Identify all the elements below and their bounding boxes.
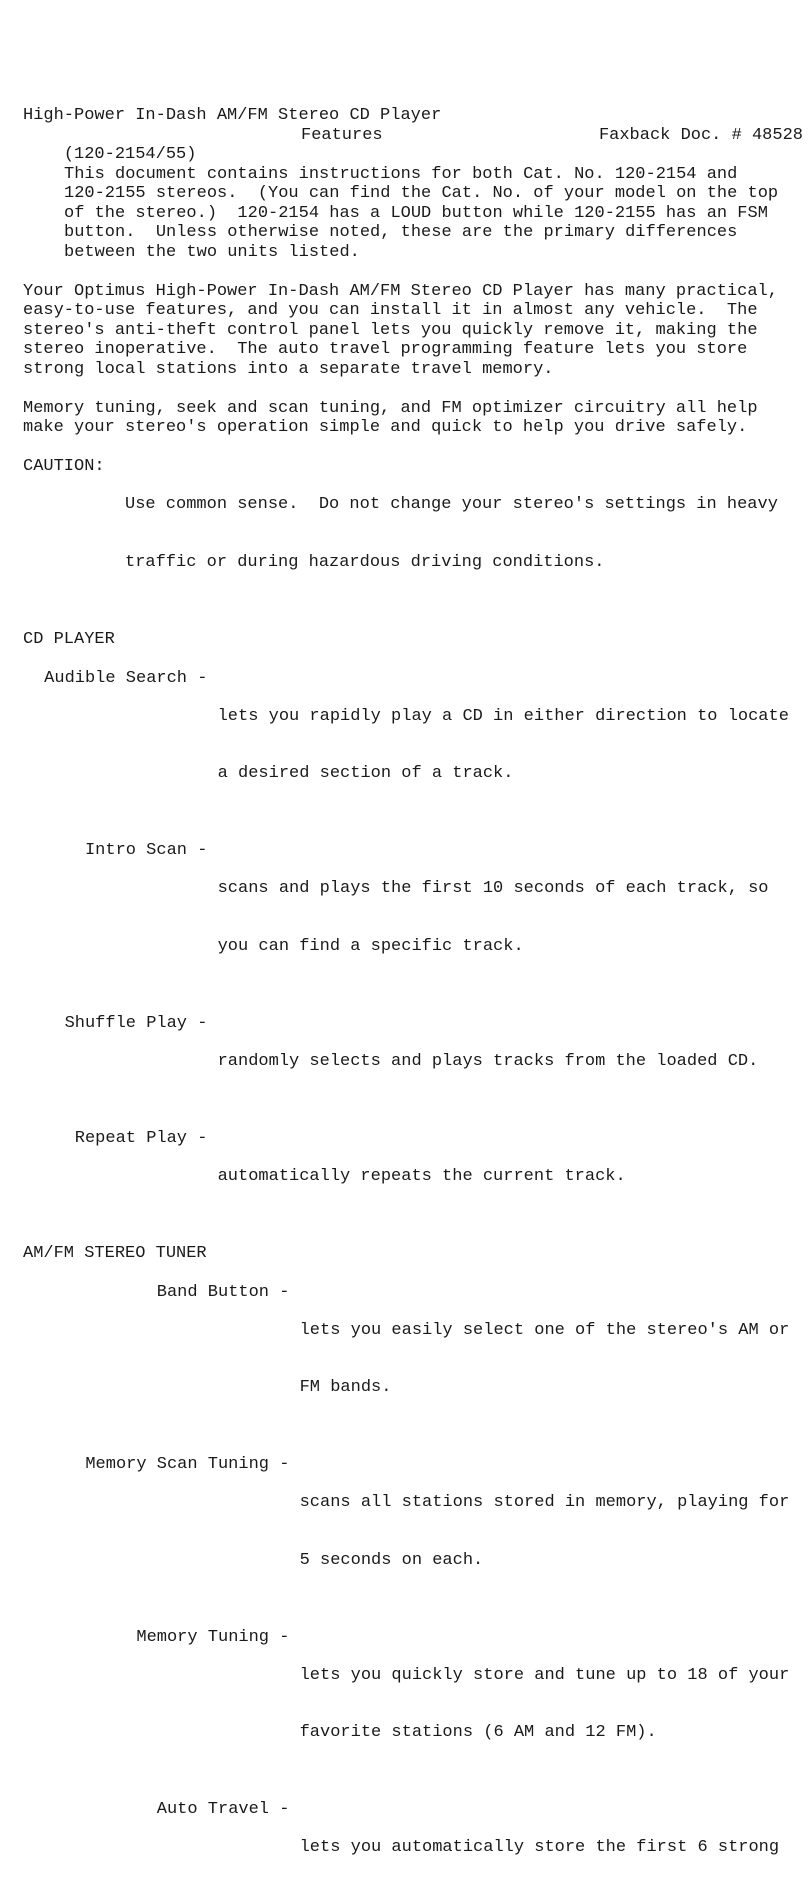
feature-desc-line: lets you rapidly play a CD in either direction to locate: [217, 706, 789, 726]
feature-desc-line: favorite stations (6 AM and 12 FM).: [299, 1723, 657, 1742]
cd-section-heading: CD PLAYER: [23, 629, 115, 649]
separator: -: [269, 1800, 300, 1819]
separator: -: [187, 668, 218, 688]
faxback-doc-number: Faxback Doc. # 48528: [598, 125, 803, 145]
feature-desc-line: FM bands.: [299, 1378, 392, 1397]
feature-desc-line: you can find a specific track.: [217, 936, 524, 956]
feature-desc-line: scans and plays the first 10 seconds of each track, so: [217, 879, 769, 898]
caution-line: traffic or during hazardous driving conditions.: [125, 552, 605, 572]
tuner-section-heading: AM/FM STEREO TUNER: [23, 1243, 207, 1263]
feature-item: [23, 1129, 803, 1225]
catalog-numbers: (120-2154/55): [63, 145, 197, 164]
feature-desc-line: a desired section of a track.: [217, 764, 514, 783]
feature-desc-line: randomly selects and plays tracks from the loaded CD.: [217, 1051, 759, 1071]
paragraph-line: stereo inoperative. The auto travel programming feature lets you store: [23, 340, 748, 359]
intro-line: between the two units listed.: [64, 242, 360, 262]
feature-term: Shuffle Play: [64, 1013, 187, 1033]
tuning-paragraph: [23, 399, 803, 438]
paragraph-line: Your Optimus High-Power In-Dash AM/FM Stereo CD Player has many practical,: [23, 281, 778, 301]
caution-note: [23, 457, 803, 610]
feature-term: Band Button: [156, 1282, 269, 1302]
features-paragraph: [23, 282, 803, 380]
feature-term: Memory Tuning: [136, 1627, 269, 1647]
feature-desc-line: lets you automatically store the first 6 strong: [299, 1838, 780, 1857]
caution-label: CAUTION:: [23, 457, 105, 476]
separator: -: [187, 1013, 218, 1033]
intro-line: button. Unless otherwise noted, these are the primary differences: [64, 223, 738, 242]
feature-desc-line: 5 seconds on each.: [299, 1550, 484, 1570]
feature-desc-line: scans all stations stored in memory, playing for: [299, 1493, 790, 1512]
intro-line: of the stereo.) 120-2154 has a LOUD button while 120-2155 has an FSM: [64, 203, 768, 223]
caution-line: Use common sense. Do not change your stereo's settings in heavy: [125, 495, 778, 514]
paragraph-line: Memory tuning, seek and scan tuning, and FM optimizer circuitry all help: [23, 398, 758, 418]
feature-item: [23, 1800, 803, 1896]
document-page: [23, 106, 803, 1896]
intro-line: 120-2155 stereos. (You can find the Cat. No. of your model on the top: [64, 184, 779, 203]
feature-term: Repeat Play: [74, 1128, 187, 1148]
document-subheader: [23, 125, 803, 164]
feature-item: [23, 841, 803, 994]
feature-desc-line: lets you quickly store and tune up to 18 of your: [299, 1665, 790, 1685]
separator: -: [269, 1455, 300, 1474]
feature-desc-line: lets you easily select one of the stereo's AM or: [299, 1320, 790, 1340]
feature-term: Auto Travel: [156, 1800, 269, 1819]
feature-desc-line: automatically repeats the current track.: [217, 1166, 626, 1186]
paragraph-line: easy-to-use features, and you can install it in almost any vehicle. The: [23, 301, 758, 320]
section-name: Features: [301, 125, 383, 145]
separator: -: [187, 1128, 218, 1148]
feature-item: [23, 669, 803, 822]
feature-item: [23, 1628, 803, 1781]
document-title: High-Power In-Dash AM/FM Stereo CD Player: [23, 106, 442, 125]
separator: -: [187, 841, 218, 860]
intro-paragraph: [23, 165, 803, 263]
feature-item: [23, 1455, 803, 1608]
feature-term: Intro Scan: [84, 841, 187, 860]
feature-term: Memory Scan Tuning: [85, 1455, 269, 1474]
separator: -: [269, 1282, 300, 1302]
feature-item: [23, 1014, 803, 1110]
paragraph-line: stereo's anti-theft control panel lets you quickly remove it, making the: [23, 320, 758, 340]
separator: -: [269, 1627, 300, 1647]
paragraph-line: make your stereo's operation simple and quick to help you drive safely.: [23, 418, 748, 437]
feature-term: Audible Search: [44, 668, 187, 688]
intro-line: This document contains instructions for both Cat. No. 120-2154 and: [64, 164, 738, 184]
feature-item: [23, 1283, 803, 1436]
paragraph-line: strong local stations into a separate travel memory.: [23, 359, 554, 379]
